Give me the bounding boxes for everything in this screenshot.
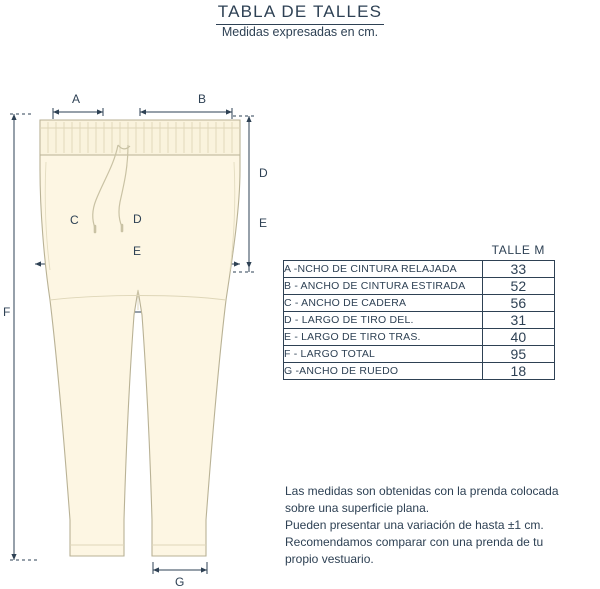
table-row bbox=[284, 295, 555, 312]
measure-value: 56 bbox=[482, 295, 554, 312]
measure-label: B - ANCHO DE CINTURA ESTIRADA bbox=[284, 278, 483, 295]
measure-value: 40 bbox=[482, 329, 554, 346]
measure-label: A -NCHO DE CINTURA RELAJADA bbox=[284, 261, 483, 278]
measurements-table bbox=[283, 243, 555, 380]
notes-block bbox=[285, 483, 585, 568]
table-row bbox=[284, 346, 555, 363]
table-header-blank bbox=[284, 243, 483, 261]
table-header-size: TALLE M bbox=[482, 243, 554, 261]
dimension-label-f: F bbox=[3, 305, 11, 319]
dimension-label-b: B bbox=[198, 92, 207, 106]
note-line-3: Pueden presentar una variación de hasta ±1 cm. bbox=[285, 518, 544, 532]
dimension-label-a: A bbox=[72, 92, 81, 106]
dimension-label-e-inner: E bbox=[133, 244, 142, 258]
measure-value: 18 bbox=[482, 363, 554, 380]
table-row bbox=[284, 363, 555, 380]
table-row bbox=[284, 278, 555, 295]
measure-value: 31 bbox=[482, 312, 554, 329]
note-line-5: propio vestuario. bbox=[285, 552, 374, 566]
dimension-label-c: C bbox=[70, 213, 79, 227]
measure-label: C - ANCHO DE CADERA bbox=[284, 295, 483, 312]
page-subtitle: Medidas expresadas en cm. bbox=[221, 25, 379, 39]
page-title bbox=[0, 2, 600, 25]
measure-value: 52 bbox=[482, 278, 554, 295]
measure-label: F - LARGO TOTAL bbox=[284, 346, 483, 363]
garment-technical-drawing bbox=[0, 50, 285, 589]
table-row bbox=[284, 312, 555, 329]
table-row bbox=[284, 329, 555, 346]
measure-value: 95 bbox=[482, 346, 554, 363]
page-title-text: TABLA DE TALLES bbox=[216, 2, 384, 25]
note-line-4: Recomendamos comparar con una prenda de tu bbox=[285, 535, 544, 549]
note-line-1: Las medidas son obtenidas con la prenda colocada bbox=[285, 484, 559, 498]
table-header-row bbox=[284, 243, 555, 261]
measure-label: G -ANCHO DE RUEDO bbox=[284, 363, 483, 380]
measure-value: 33 bbox=[482, 261, 554, 278]
dimension-label-e-right: E bbox=[259, 216, 268, 230]
dimension-label-g: G bbox=[175, 575, 185, 589]
measurements-table-wrapper bbox=[283, 243, 555, 380]
note-line-2: sobre una superficie plana. bbox=[285, 501, 430, 515]
dimension-label-d-inner: D bbox=[133, 212, 142, 226]
measure-label: D - LARGO DE TIRO DEL. bbox=[284, 312, 483, 329]
measure-label: E - LARGO DE TIRO TRAS. bbox=[284, 329, 483, 346]
table-row bbox=[284, 261, 555, 278]
dimension-label-d-right: D bbox=[259, 166, 268, 180]
